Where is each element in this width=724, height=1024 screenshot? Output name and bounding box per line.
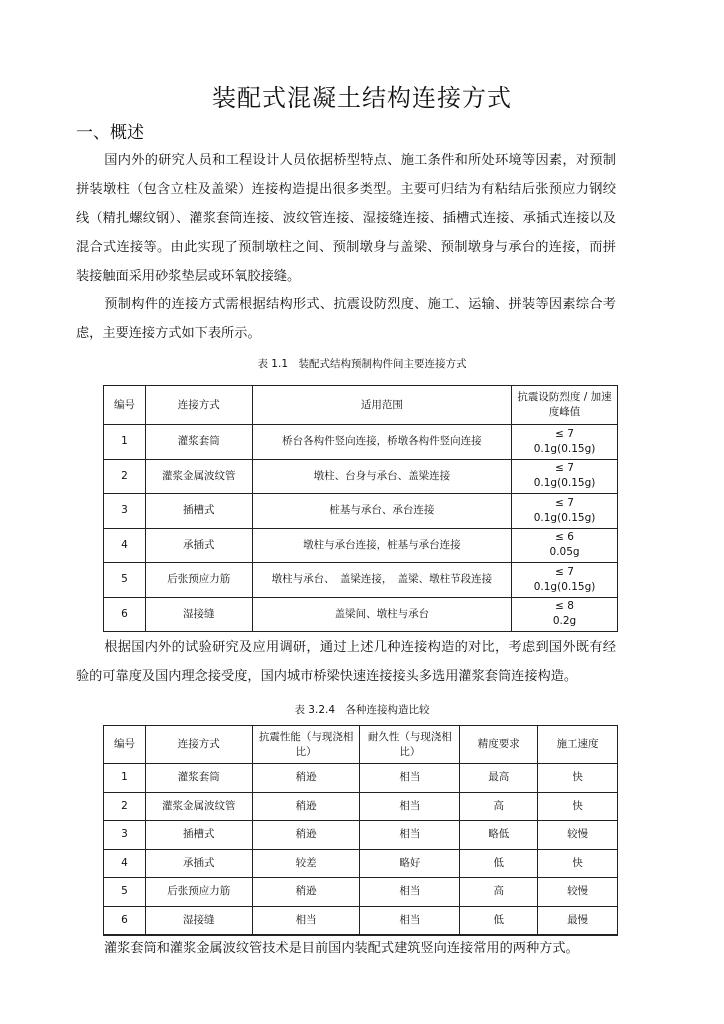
table2-cell-precision: 略低 [460,821,538,850]
table2-cell-speed: 快 [538,764,618,793]
table2-cell-seismic: 稍逊 [252,878,360,907]
table2-cell-precision: 低 [460,906,538,935]
table-row [104,528,618,563]
table1-cell-intensity [512,528,618,563]
table2-cell-method: 灌浆金属波纹管 [145,792,252,821]
table1-cell-no: 1 [104,425,146,460]
table2-cell-durability: 略好 [360,849,460,878]
table2-cell-seismic: 相当 [252,906,360,935]
table2-cell-method: 湿接缝 [145,906,252,935]
table2-cell-no: 5 [104,878,146,907]
table1-cell-method: 承插式 [145,528,252,563]
table-connection-comparison [103,725,618,936]
table1-accel-value: 0.05g [549,546,580,559]
table2-cell-no: 4 [104,849,146,878]
paragraph-connection [76,290,616,348]
table1-intensity-value: ≤ 6 [555,531,574,544]
table-row [104,459,618,494]
table2-cell-precision: 最高 [460,764,538,793]
table2-cell-no: 1 [104,764,146,793]
table1-cell-method: 后张预应力筋 [145,563,252,598]
table1-cell-scope: 墩柱、台身与承台、盖梁连接 [252,459,511,494]
paragraph-conclusion-text: 灌浆套筒和灌浆金属波纹管技术是目前国内装配式建筑竖向连接常用的两种方式。 [104,941,579,956]
table2-header-seismic: 抗震性能（与现浇相比） [252,726,360,764]
table1-cell-intensity [512,563,618,598]
table1-cell-intensity [512,494,618,529]
table1-header-row [104,386,618,425]
table1-cell-scope: 盖梁间、墩柱与承台 [252,597,511,632]
table1-accel-value: 0.2g [552,615,577,628]
table2-cell-seismic: 稍逊 [252,792,360,821]
table2-header-speed: 施工速度 [538,726,618,764]
table2-cell-durability: 相当 [360,878,460,907]
paragraph-overview-text: 国内外的研究人员和工程设计人员依据桥型特点、施工条件和所处环境等因素，对预制拼装墩柱（包含立柱及盖梁）连接构造提出很多类型。主要可归结为有粘结后张预应力钢绞线（精扎螺纹钢）、灌浆套筒连接、波纹管连接、湿接缝连接、插槽式连接、承插式连接以及混合式连接等。由此实现了预制墩柱之间、预制墩身与盖梁、预制墩身与承台的连接，而拼装接触面采用砂浆垫层或环氧胶接缝。 [76,153,616,284]
section-heading: 一、概述 [76,123,144,143]
table1-header-intensity: 抗震设防烈度 / 加速度峰值 [512,386,618,425]
table2-cell-speed: 最慢 [538,906,618,935]
table-row [104,878,618,907]
table-row [104,792,618,821]
table-row [104,494,618,529]
table1-accel-value: 0.1g(0.15g) [533,442,596,455]
table1-cell-no: 6 [104,597,146,632]
table2-cell-method: 灌浆套筒 [145,764,252,793]
table2-header-row [104,726,618,764]
table-row [104,849,618,878]
table1-cell-no: 4 [104,528,146,563]
table2-cell-no: 2 [104,792,146,821]
table1-caption: 表 1.1 装配式结构预制构件间主要连接方式 [257,358,467,370]
paragraph-overview [76,146,616,291]
table2-cell-durability: 相当 [360,906,460,935]
table2-header-durability: 耐久性（与现浇相比） [360,726,460,764]
table-row [104,425,618,460]
table1-cell-method: 插槽式 [145,494,252,529]
paragraph-comparison-text: 根据国内外的试验研究及应用调研，通过上述几种连接构造的对比，考虑到国外既有经验的可靠度及国内理念接受度，国内城市桥梁快速连接接头多选用灌浆套筒连接构造。 [76,640,616,684]
table2-header-no: 编号 [104,726,146,764]
table1-cell-scope: 桥台各构件竖向连接，桥墩各构件竖向连接 [252,425,511,460]
table1-header-no: 编号 [104,386,146,425]
table2-cell-durability: 相当 [360,792,460,821]
table2-cell-speed: 快 [538,792,618,821]
table-row [104,563,618,598]
table-row [104,821,618,850]
table2-cell-speed: 快 [538,849,618,878]
table1-cell-no: 5 [104,563,146,598]
paragraph-conclusion [76,934,616,963]
table1-cell-method: 灌浆金属波纹管 [145,459,252,494]
table-connection-methods [103,385,618,632]
table2-header-precision: 精度要求 [460,726,538,764]
table2-cell-precision: 高 [460,792,538,821]
table2-cell-speed: 较慢 [538,821,618,850]
paragraph-connection-text: 预制构件的连接方式需根据结构形式、抗震设防烈度、施工、运输、拼装等因素综合考虑，主要连接方式如下表所示。 [76,297,616,341]
table2-cell-precision: 高 [460,878,538,907]
table2-cell-precision: 低 [460,849,538,878]
paragraph-comparison [76,633,616,691]
table-row [104,597,618,632]
table1-cell-scope: 桩基与承台、承台连接 [252,494,511,529]
table1-accel-value: 0.1g(0.15g) [533,477,596,490]
table2-cell-speed: 较慢 [538,878,618,907]
table1-cell-intensity [512,425,618,460]
table2-cell-durability: 相当 [360,821,460,850]
table1-cell-no: 3 [104,494,146,529]
table2-cell-seismic: 较差 [252,849,360,878]
table1-intensity-value: ≤ 8 [555,600,574,613]
table2-cell-no: 6 [104,906,146,935]
table2-cell-method: 后张预应力筋 [145,878,252,907]
table1-cell-intensity [512,597,618,632]
table2-cell-seismic: 稍逊 [252,764,360,793]
table2-cell-method: 承插式 [145,849,252,878]
table1-header-scope: 适用范围 [252,386,511,425]
table1-accel-value: 0.1g(0.15g) [533,511,596,524]
table2-cell-seismic: 稍逊 [252,821,360,850]
table1-cell-method: 湿接缝 [145,597,252,632]
table-row [104,764,618,793]
table1-cell-scope: 墩柱与承台、 盖梁连接， 盖梁、墩柱节段连接 [252,563,511,598]
table1-intensity-value: ≤ 7 [555,565,574,578]
table1-intensity-value: ≤ 7 [555,462,574,475]
table-row [104,906,618,935]
table1-intensity-value: ≤ 7 [555,427,574,440]
table2-cell-durability: 相当 [360,764,460,793]
table2-cell-method: 插槽式 [145,821,252,850]
table1-intensity-value: ≤ 7 [555,496,574,509]
table1-cell-method: 灌浆套筒 [145,425,252,460]
table1-cell-scope: 墩柱与承台连接，桩基与承台连接 [252,528,511,563]
table1-header-method: 连接方式 [145,386,252,425]
table2-cell-no: 3 [104,821,146,850]
table1-accel-value: 0.1g(0.15g) [533,580,596,593]
document-title: 装配式混凝土结构连接方式 [212,84,512,112]
table1-cell-no: 2 [104,459,146,494]
table2-header-method: 连接方式 [145,726,252,764]
table1-cell-intensity [512,459,618,494]
table2-caption: 表 3.2.4 各种连接构造比较 [294,704,430,716]
